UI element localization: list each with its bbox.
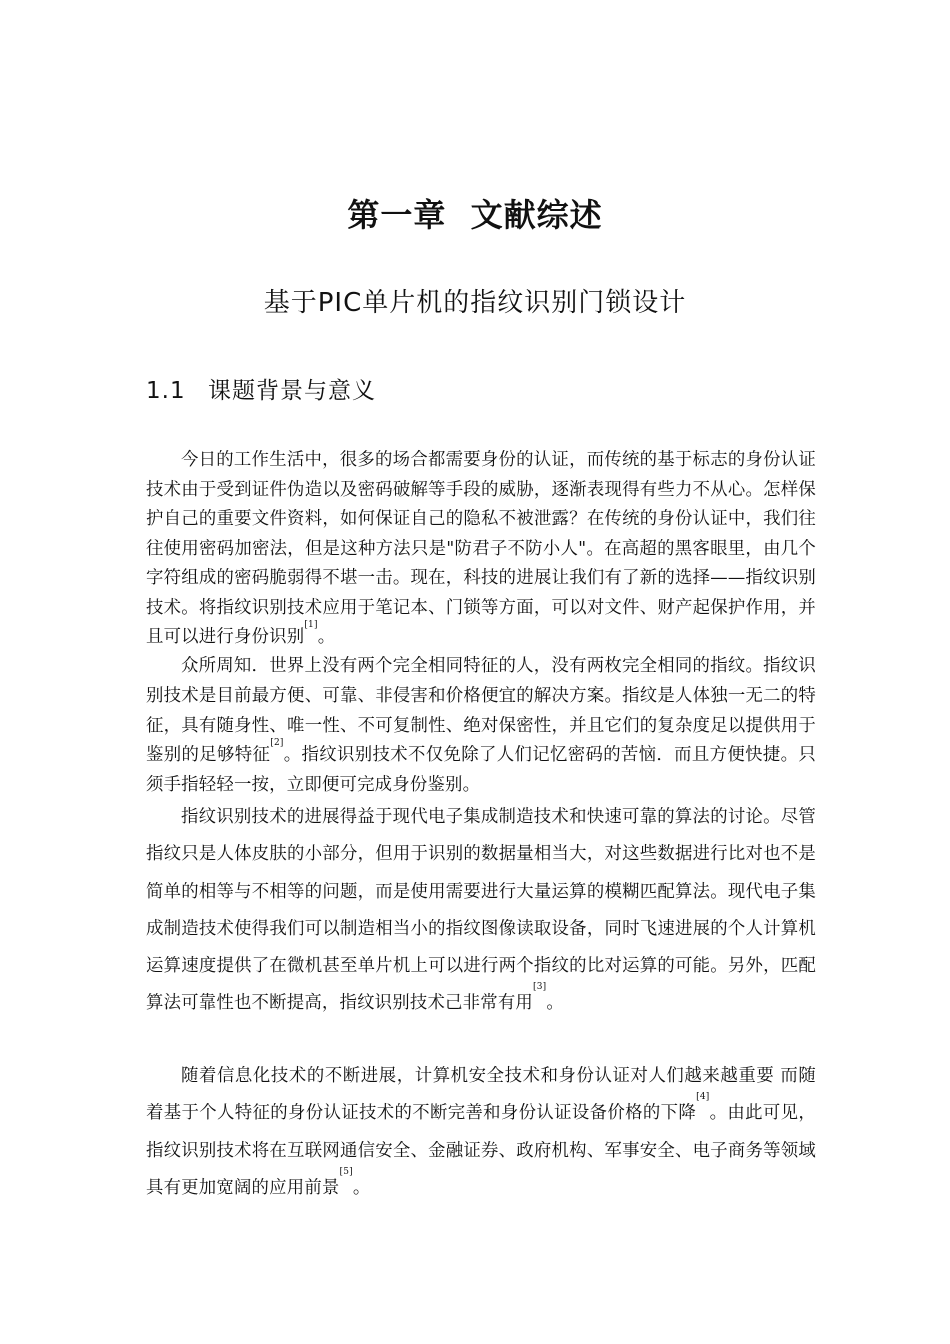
paragraph-text: 众所周知．世界上没有两个完全相同特征的人，没有两枚完全相同的指纹。指纹识别技术是目前最方便、可靠、非侵害和价格便宜的解决方案。指纹是人体独一无二的特征，具有随身性、唯一性、不可复制性、绝对保密性，并且它们的复杂度足以提供用于鉴别的足够特征: [146, 656, 816, 766]
paragraph-tail: 。: [352, 1177, 371, 1198]
section-title: 课题背景与意义: [208, 378, 376, 404]
paragraph-tail: 。: [317, 627, 336, 647]
section-number: 1.1: [146, 378, 186, 404]
paragraph-text: 今日的工作生活中，很多的场合都需要身份的认证，而传统的基于标志的身份认证技术由于受到证件伪造以及密码破解等手段的威胁，逐渐表现得有些力不从心。怎样保护自己的重要文件资料，如何保证自己的隐私不被泄露？在传统的身份认证中，我们往往使用密码加密法，但是这种方法只是"防君子不防小人"。在高超的黑客眼里，由几个字符组成的密码脆弱得不堪一击。现在，科技的进展让我们有了新的选择——指纹识别技术。将指纹识别技术应用于笔记本、门锁等方面，可以对文件、财产起保护作用，并且可以进行身份识别: [146, 450, 816, 647]
chapter-title: 第一章 文献综述: [347, 196, 603, 234]
paragraph-4: [146, 1058, 816, 1207]
paragraph-3: [146, 799, 816, 1023]
citation: [1]: [304, 620, 318, 630]
citation: [3]: [533, 982, 547, 993]
paragraph-tail: 。指纹识别技术不仅免除了人们记忆密码的苦恼．而且方便快捷。只须手指轻轻一按，立即便可完成身份鉴别。: [146, 745, 816, 796]
paragraph-tail: 。由此可见，指纹识别技术将在互联网通信安全、金融证券、政府机构、军事安全、电子商务等领域具有更加宽阔的应用前景: [146, 1103, 816, 1198]
paragraph-2: [146, 652, 816, 801]
thesis-subtitle: 基于PIC单片机的指纹识别门锁设计: [263, 288, 687, 318]
citation: [5]: [339, 1166, 353, 1177]
paragraph-1: [146, 446, 816, 653]
paragraph-text: 指纹识别技术的进展得益于现代电子集成制造技术和快速可靠的算法的讨论。尽管指纹只是人体皮肤的小部分，但用于识别的数据量相当大，对这些数据进行比对也不是简单的相等与不相等的问题，而是使用需要进行大量运算的模糊匹配算法。现代电子集成制造技术使得我们可以制造相当小的指纹图像读取设备，同时飞速进展的个人计算机运算速度提供了在微机甚至单片机上可以进行两个指纹的比对运算的可能。另外，匹配算法可靠性也不断提高，指纹识别技术己非常有用: [146, 807, 816, 1014]
citation: [4]: [696, 1092, 710, 1103]
paragraph-text: 随着信息化技术的不断进展，计算机安全技术和身份认证对人们越来越重要 而随着基于个人特征的身份认证技术的不断完善和身份认证设备价格的下降: [146, 1066, 816, 1124]
paragraph-tail: 。: [546, 993, 564, 1014]
citation: [2]: [270, 738, 284, 749]
section-heading: [146, 372, 376, 405]
